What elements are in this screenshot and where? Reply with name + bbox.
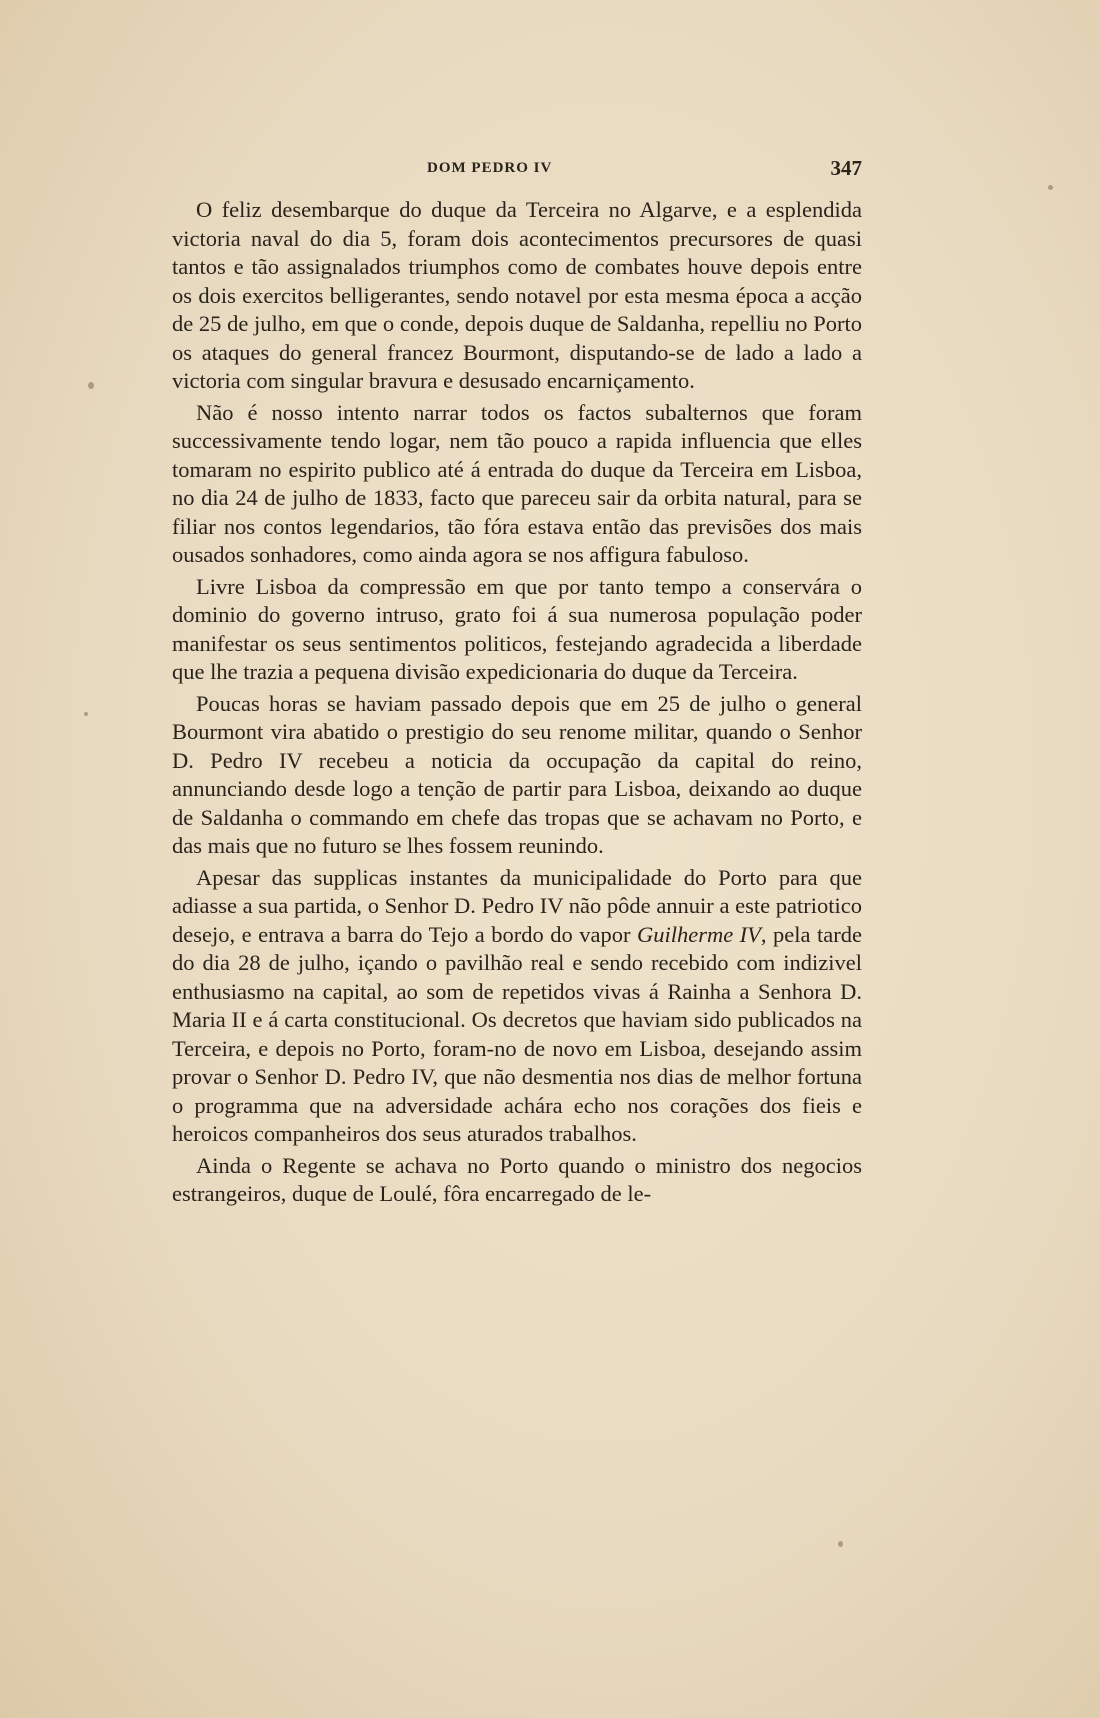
paragraph xyxy=(172,864,862,1149)
body-text xyxy=(172,196,862,1212)
paragraph: Ainda o Regente se achava no Porto quando o ministro dos negocios estrangeiros, duque de Loulé, fôra encarregado de le- xyxy=(172,1152,862,1206)
paragraph: O feliz desembarque do duque da Terceira no Algarve, e a esplendida victoria naval do dia 5, foram dois acontecimentos precursores de quasi tantos e tão assignalados triumphos como de combates houve depois entre os dois exercitos belligerantes, sendo notavel por esta mesma época a acção de 25 de julho, em que o conde, depois duque de Saldanha, repelliu no Porto os ataques do general francez Bourmont, disputando-se de lado a lado a victoria com singular bravura e desusado encarniçamento. xyxy=(172,197,862,393)
page-number: 347 xyxy=(830,156,862,180)
paper-speck xyxy=(1048,185,1053,190)
paper-speck xyxy=(88,382,94,389)
paragraph-text: Apesar das supplicas instantes da municipalidade do Porto para que adiasse a sua partida, o Senhor D. Pedro IV não pôde annuir a este patriotico desejo, e entrava a barra do Tejo a bordo do vapor xyxy=(172,864,862,947)
paragraph: Livre Lisboa da compressão em que por tanto tempo a conservára o dominio do governo intruso, grato foi á sua numerosa população poder manifestar os seus sentimentos politicos, festejando agradecida a liberdade que lhe trazia a pequena divisão expedicionaria do duque da Terceira. xyxy=(172,573,862,684)
running-title: DOM PEDRO IV xyxy=(427,160,553,176)
page-header xyxy=(172,158,862,184)
ship-name: Guilherme IV xyxy=(636,921,761,947)
paragraph-text: , pela tarde do dia 28 de julho, içando o pavilhão real e sendo recebido com indizivel enthusiasmo na capital, ao som de repetidos vivas á Rainha a Senhora D. Maria II e á carta constitucional. Os decretos que haviam sido publicados na Terceira, e depois no Porto, foram-no de novo em Lisboa, desejando assim provar o Senhor D. Pedro IV, que não desmentia nos dias de melhor fortuna o programma que na adversidade achára echo nos corações dos fieis e heroicos companheiros dos seus aturados trabalhos. xyxy=(172,921,862,1146)
paragraph: Poucas horas se haviam passado depois que em 25 de julho o general Bourmont vira abatido o prestigio do seu renome militar, quando o Senhor D. Pedro IV recebeu a noticia da occupação da capital do reino, annunciando desde logo a tenção de partir para Lisboa, deixando ao duque de Saldanha o commando em chefe das tropas que se achavam no Porto, e das mais que no futuro se lhes fossem reunindo. xyxy=(172,690,862,858)
paper-speck xyxy=(84,712,88,716)
paper-speck xyxy=(838,1541,843,1547)
paragraph: Não é nosso intento narrar todos os factos subalternos que foram successivamente tendo logar, nem tão pouco a rapida influencia que elles tomaram no espirito publico até á entrada do duque da Terceira em Lisboa, no dia 24 de julho de 1833, facto que pareceu sair da orbita natural, para se filiar nos contos legendarios, tão fóra estava então das previsões dos mais ousados sonhadores, como ainda agora se nos affigura fabuloso. xyxy=(172,399,862,567)
